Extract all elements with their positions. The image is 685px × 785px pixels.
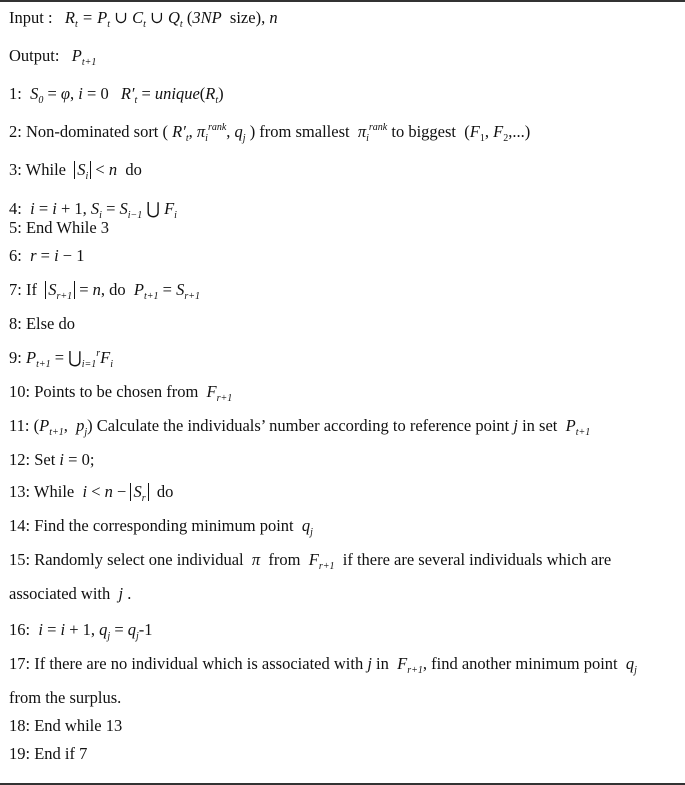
algo-line-6: 6: r = i − 1 <box>9 246 85 265</box>
algo-line-13: 13: While $i < n - S_r$ do <box>9 482 174 504</box>
algo-line-19: 19: End if 7 <box>9 744 88 763</box>
algo-line-16: 16: i = i + 1, $q_j = q_j-1$ <box>9 620 153 642</box>
algo-line-1: 1: $S_0 = \varphi$, i = 0 $R'_t$ = $unique(R_t)$ <box>9 84 224 106</box>
algo-line-15: 15: Randomly select one individual π from $F_{r+1}$ if there are several individuals which are <box>9 550 612 572</box>
algo-line-10: 10: Points to be chosen from $F_{r+1}$ <box>9 382 233 404</box>
algo-line-2: 2: Non-dominated sort ( $R'_t$, $\pi_i^{rank}$, $q_j$ ) from smallest $\pi_i^{rank}$ to biggest ($F_1$, $F_2$,...) <box>9 122 531 144</box>
algo-line-17: 17: If there are no individual which is associated with j in $F_{r+1}$, find another minimum point $q_j$ <box>9 654 637 676</box>
algo-line-17-cont: from the surplus. <box>9 688 122 707</box>
algo-line-7: 7: If $S_{r+1} = n$, do $P_{t+1} = S_{r+1}$ <box>9 280 200 302</box>
algo-line-12: 12: Set i = 0; <box>9 450 95 469</box>
algo-line-3: 3: While $S_i < n$ do <box>9 160 142 182</box>
algo-line-9: 9: $P_{t+1}$ = $⋃_{i=1}^rF_i$ <box>9 348 113 370</box>
algo-line-18: 18: End while 13 <box>9 716 123 735</box>
algo-line-8: 8: Else do <box>9 314 75 333</box>
algo-line-4: 4: i = i + 1, $S_i = S_{i-1}$ ⋃ $F_i$ <box>9 199 177 221</box>
algo-output-line: Output: $P_{t+1}$ <box>9 46 97 68</box>
algo-line-14: 14: Find the corresponding minimum point $q_j$ <box>9 516 313 538</box>
top-rule <box>0 0 685 2</box>
algo-line-15-cont: associated with j . <box>9 584 132 603</box>
algo-line-11: 11: ($P_{t+1}$, $p_j$) Calculate the individuals’ number according to reference point j in set $P_{t+1}$ <box>9 416 591 438</box>
algo-input-line: Input : $R_t = P_t$ ∪ $C_t$ ∪ $Q_t$ (3NP size), n <box>9 8 278 30</box>
algo-line-5: 5: End While 3 <box>9 218 110 237</box>
